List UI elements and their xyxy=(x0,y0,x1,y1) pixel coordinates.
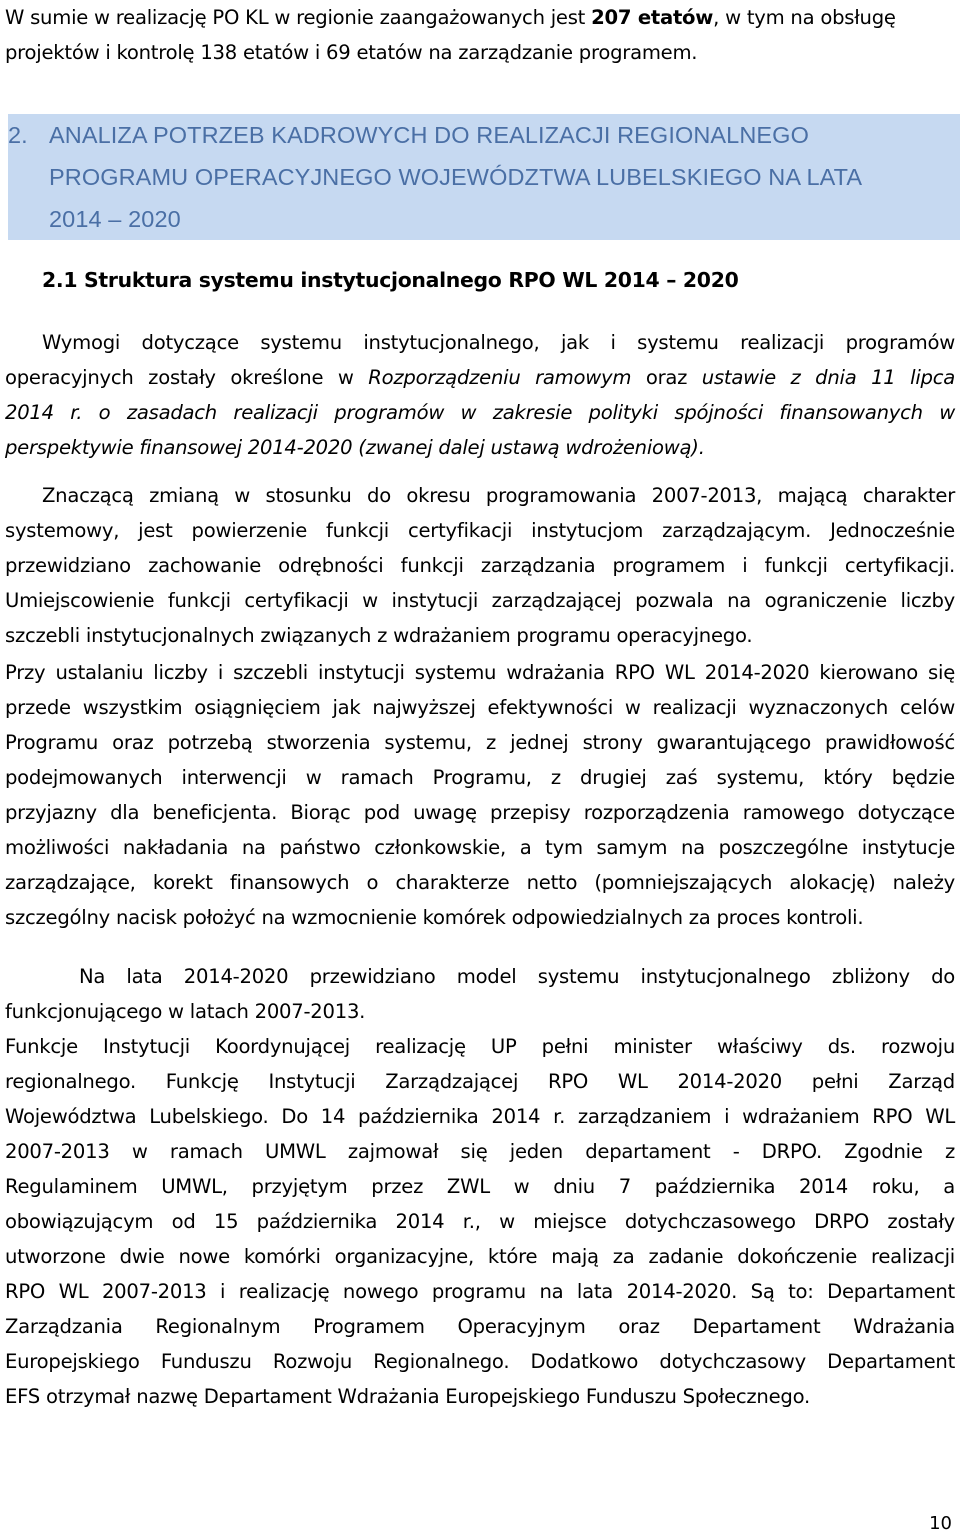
section-heading-line-3: 2014 – 2020 xyxy=(49,206,181,232)
italic-run: Rozporządzeniu ramowym xyxy=(368,366,632,389)
paragraph-line: Na lata 2014-2020 przewidziano model systemu instytucjonalnego zbliżony do xyxy=(79,965,955,988)
paragraph-line xyxy=(5,360,955,395)
paragraph-line: RPO WL 2007-2013 i realizację nowego programu na lata 2014-2020. Są to: Departament xyxy=(5,1280,955,1303)
paragraph-line: Europejskiego Funduszu Rozwoju Regionalnego. Dodatkowo dotychczasowy Departament xyxy=(5,1350,955,1373)
intro-line-2: projektów i kontrolę 138 etatów i 69 etatów na zarządzanie programem. xyxy=(5,41,698,64)
section-title-text: ANALIZA POTRZEB KADROWYCH DO REALIZACJI REGIONALNEGO xyxy=(49,122,809,148)
page-number: 10 xyxy=(929,1513,952,1534)
intro-bold-count: 207 etatów xyxy=(591,6,714,29)
intro-line-1 xyxy=(5,0,955,35)
section-heading-line-2: PROGRAMU OPERACYJNEGO WOJEWÓDZTWA LUBELSKIEGO NA LATA xyxy=(49,164,863,190)
paragraph-line: szczególny nacisk położyć na wzmocnienie komórek odpowiedzialnych za proces kontroli. xyxy=(5,906,864,929)
paragraph-line: przewidziano zachowanie odrębności funkcji zarządzania programem i funkcji certyfikacji. xyxy=(5,554,955,577)
paragraph-line: Zarządzania Regionalnym Programem Operacyjnym oraz Departament Wdrażania xyxy=(5,1315,955,1338)
paragraph-line: Regulaminem UMWL, przyjętym przez ZWL w dniu 7 października 2014 roku, a xyxy=(5,1175,955,1198)
intro-text: , w tym na obsługę xyxy=(713,6,896,29)
italic-run: ustawie z dnia 11 lipca xyxy=(701,366,955,389)
subsection-title: 2.1 Struktura systemu instytucjonalnego RPO WL 2014 – 2020 xyxy=(42,268,739,292)
paragraph-line: zarządzające, korekt finansowych o charakterze netto (pomniejszających alokację) należy xyxy=(5,871,955,894)
paragraph-line: systemowy, jest powierzenie funkcji certyfikacji instytucjom zarządzającym. Jednocześnie xyxy=(5,519,955,542)
paragraph-line: możliwości nakładania na państwo członkowskie, a tym samym na poszczególne instytucje xyxy=(5,836,955,859)
paragraph-line: przyjazny dla beneficjenta. Biorąc pod uwagę przepisy rozporządzenia ramowego dotyczące xyxy=(5,801,955,824)
paragraph-line: EFS otrzymał nazwę Departament Wdrażania Europejskiego Funduszu Społecznego. xyxy=(5,1385,810,1408)
paragraph-line: funkcjonującego w latach 2007-2013. xyxy=(5,1000,366,1023)
text-run: operacyjnych zostały określone w xyxy=(5,366,369,389)
section-heading-banner xyxy=(8,114,960,240)
section-heading xyxy=(8,114,938,240)
section-number: 2. xyxy=(8,122,28,148)
paragraph-line: 2007-2013 w ramach UMWL zajmował się jeden departament - DRPO. Zgodnie z xyxy=(5,1140,955,1163)
paragraph-line: Umiejscowienie funkcji certyfikacji w instytucji zarządzającej pozwala na ograniczenie liczby xyxy=(5,589,955,612)
paragraph-line: Województwa Lubelskiego. Do 14 października 2014 r. zarządzaniem i wdrażaniem RPO WL xyxy=(5,1105,955,1128)
paragraph-line: szczebli instytucjonalnych związanych z wdrażaniem programu operacyjnego. xyxy=(5,624,753,647)
paragraph-line: obowiązującym od 15 października 2014 r., w miejsce dotychczasowego DRPO zostały xyxy=(5,1210,955,1233)
paragraph-line: Znaczącą zmianą w stosunku do okresu programowania 2007-2013, mającą charakter xyxy=(42,484,955,507)
paragraph-line: przede wszystkim osiągnięciem jak najwyższej efektywności w realizacji wyznaczonych celów xyxy=(5,696,955,719)
paragraph-line: Wymogi dotyczące systemu instytucjonalnego, jak i systemu realizacji programów xyxy=(42,331,955,354)
paragraph-line: regionalnego. Funkcję Instytucji Zarządzającej RPO WL 2014-2020 pełni Zarząd xyxy=(5,1070,955,1093)
intro-text: W sumie w realizację PO KL w regionie zaangażowanych jest xyxy=(5,6,592,29)
paragraph-line: Przy ustalaniu liczby i szczebli instytucji systemu wdrażania RPO WL 2014-2020 kierowano się xyxy=(5,661,955,684)
paragraph-line: utworzone dwie nowe komórki organizacyjne, które mają za zadanie dokończenie realizacji xyxy=(5,1245,955,1268)
paragraph-line: Funkcje Instytucji Koordynującej realizację UP pełni minister właściwy ds. rozwoju xyxy=(5,1035,955,1058)
section-heading-line-1 xyxy=(8,114,938,156)
paragraph-line: perspektywie finansowej 2014-2020 (zwanej dalej ustawą wdrożeniową). xyxy=(5,436,705,459)
paragraph-line: podejmowanych interwencji w ramach Programu, z drugiej zaś systemu, który będzie xyxy=(5,766,955,789)
paragraph-line: 2014 r. o zasadach realizacji programów w zakresie polityki spójności finansowanych w xyxy=(5,401,955,424)
text-run: oraz xyxy=(631,366,702,389)
paragraph-line: Programu oraz potrzebą stworzenia systemu, z jednej strony gwarantującego prawidłowość xyxy=(5,731,955,754)
